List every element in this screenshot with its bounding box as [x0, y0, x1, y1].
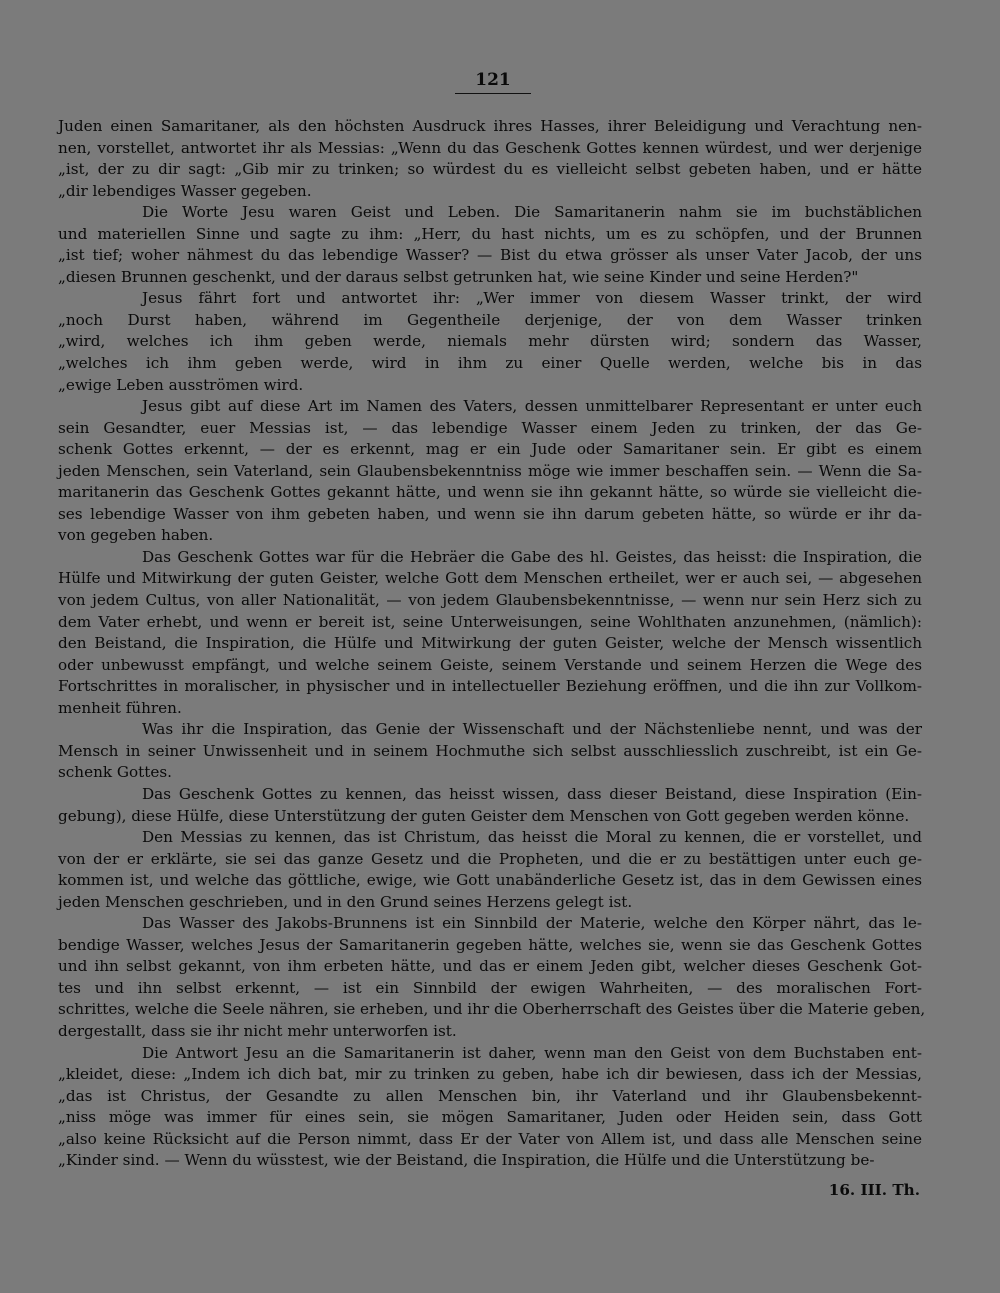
text-line: maritanerin das Geschenk Gottes gekannt hätte, und wenn sie ihn gekannt hätte, so würde sie vielleicht die-: [58, 483, 922, 502]
text-line: und materiellen Sinne und sagte zu ihm: „Herr, du hast nichts, um es zu schöpfen, und der Brunnen: [58, 224, 922, 243]
text-line: „kleidet, diese: „Indem ich dich bat, mir zu trinken zu geben, habe ich dir bewiesen, dass ich der Messias,: [58, 1065, 922, 1084]
paragraph: [58, 913, 926, 1042]
text-line: den Beistand, die Inspiration, die Hülfe und Mitwirkung der guten Geister, welche der Mensch wissentlich: [58, 634, 922, 653]
text-line: „diesen Brunnen geschenkt, und der daraus selbst getrunken hat, wie seine Kinder und seine Herden?": [58, 267, 859, 286]
text-line: sein Gesandter, euer Messias ist, — das lebendige Wasser einem Jeden zu trinken, der das Ge-: [58, 418, 922, 437]
text-line: dem Vater erhebt, und wenn er bereit ist, seine Unterweisungen, seine Wohlthaten anzunehmen, (nämlich):: [58, 612, 922, 631]
text-line: jeden Menschen geschrieben, und in den Grund seines Herzens gelegt ist.: [58, 892, 633, 911]
text-line: Juden einen Samaritaner, als den höchsten Ausdruck ihres Hasses, ihrer Beleidigung und Verachtung nen-: [58, 117, 922, 135]
paragraph: [58, 784, 922, 827]
text-line: Die Worte Jesu waren Geist und Leben. Die Samaritanerin nahm sie im buchstäblichen: [142, 203, 922, 222]
paragraph: [58, 202, 922, 288]
text-line: schenk Gottes.: [58, 763, 172, 782]
text-line: „dir lebendiges Wasser gegeben.: [58, 181, 312, 200]
text-line: gebung), diese Hülfe, diese Unterstützung der guten Geister dem Menschen von Gott gegeben werden könne.: [58, 806, 910, 825]
text-line: oder unbewusst empfängt, und welche seinem Geiste, seinem Verstande und seinem Herzen die Wege des: [58, 655, 922, 674]
text-line: tes und ihn selbst erkennt, — ist ein Sinnbild der ewigen Wahrheiten, — des moralischen Fort-: [58, 978, 922, 997]
text-line: Das Wasser des Jakobs-Brunnens ist ein Sinnbild der Materie, welche den Körper nährt, das le-: [142, 914, 922, 933]
text-line: von gegeben haben.: [58, 526, 214, 545]
text-line: Die Antwort Jesu an die Samaritanerin ist daher, wenn man den Geist von dem Buchstaben ent-: [142, 1043, 922, 1062]
text-line: bendige Wasser, welches Jesus der Samaritanerin gegeben hätte, welches sie, wenn sie das Geschenk Gottes: [58, 935, 922, 954]
text-line: „das ist Christus, der Gesandte zu allen Menschen bin, ihr Vaterland und ihr Glaubensbekennt-: [58, 1086, 922, 1105]
text-line: dergestallt, dass sie ihr nicht mehr unterworfen ist.: [58, 1021, 457, 1040]
text-line: Was ihr die Inspiration, das Genie der Wissenschaft und der Nächstenliebe nennt, und was der: [142, 720, 922, 739]
paragraph: [58, 396, 922, 547]
text-line: „welches ich ihm geben werde, wird in ihm zu einer Quelle werden, welche bis in das: [58, 354, 922, 373]
paragraph: [58, 288, 922, 396]
text-line: Das Geschenk Gottes zu kennen, das heisst wissen, dass dieser Beistand, diese Inspiration (Ein-: [142, 784, 922, 803]
text-line: jeden Menschen, sein Vaterland, sein Glaubensbekenntniss möge wie immer beschaffen sein. — Wenn die Sa-: [58, 461, 922, 480]
text-line: ses lebendige Wasser von ihm gebeten haben, und wenn sie ihn darum gebeten hätte, so würde er ihr da-: [58, 504, 922, 523]
text-line: „ewige Leben ausströmen wird.: [58, 375, 304, 394]
text-line: schenk Gottes erkennt, — der es erkennt, mag er ein Jude oder Samaritaner sein. Er gibt es einem: [58, 440, 922, 459]
text-line: von jedem Cultus, von aller Nationalität, — von jedem Glaubensbekenntnisse, — wenn nur sein Herz sich zu: [58, 591, 922, 610]
text-line: „also keine Rücksicht auf die Person nimmt, dass Er der Vater von Allem ist, und dass alle Menschen seine: [58, 1129, 922, 1148]
text-line: und ihn selbst gekannt, von ihm erbeten hätte, und das er einem Jeden gibt, welcher dieses Geschenk Got-: [58, 957, 922, 976]
text-line: „ist tief; woher nähmest du das lebendige Wasser? — Bist du etwa grösser als unser Vater Jacob, der uns: [58, 246, 922, 265]
body-text: [58, 116, 926, 1172]
text-line: nen, vorstellet, antwortet ihr als Messias: „Wenn du das Geschenk Gottes kennen würdest, und wer derjenige: [58, 138, 922, 157]
text-line: kommen ist, und welche das göttliche, ewige, wie Gott unabänderliche Gesetz ist, das in dem Gewissen eines: [58, 871, 922, 890]
paragraph: [58, 827, 922, 913]
paragraph: [58, 1043, 922, 1172]
text-line: Jesus gibt auf diese Art im Namen des Vaters, dessen unmittelbarer Representant er unter euch: [142, 397, 922, 416]
text-line: „wird, welches ich ihm geben werde, niemals mehr dürsten wird; sondern das Wasser,: [58, 332, 922, 351]
paragraph: [58, 116, 922, 202]
text-line: Fortschrittes in moralischer, in physischer und in intellectueller Beziehung eröffnen, und die ihn zur Vollkom-: [58, 677, 922, 696]
text-line: Den Messias zu kennen, das ist Christum, das heisst die Moral zu kennen, die er vorstellet, und: [142, 828, 922, 847]
text-line: „Kinder sind. — Wenn du wüsstest, wie der Beistand, die Inspiration, die Hülfe und die Unterstützung be-: [58, 1151, 875, 1170]
text-line: schrittes, welche die Seele nähren, sie erheben, und ihr die Oberherrschaft des Geistes über die Materie geben,: [58, 1000, 926, 1019]
paragraph: [58, 547, 922, 719]
text-line: „noch Durst haben, während im Gegentheile derjenige, der von dem Wasser trinken: [58, 310, 922, 329]
text-line: Mensch in seiner Unwissenheit und in seinem Hochmuthe sich selbst ausschliesslich zuschreibt, ist ein Ge-: [58, 741, 922, 760]
text-line: Hülfe und Mitwirkung der guten Geister, welche Gott dem Menschen ertheilet, wer er auch sei, — abgesehen: [58, 569, 922, 588]
text-line: menheit führen.: [58, 698, 182, 717]
text-line: „niss möge was immer für eines sein, sie mögen Samaritaner, Juden oder Heiden sein, dass Gott: [58, 1108, 922, 1127]
text-line: Jesus fährt fort und antwortet ihr: „Wer immer von diesem Wasser trinkt, der wird: [142, 289, 922, 308]
text-line: Das Geschenk Gottes war für die Hebräer die Gabe des hl. Geistes, das heisst: die Inspiration, die: [142, 547, 922, 566]
paragraph: [58, 719, 922, 784]
text-line: von der er erklärte, sie sei das ganze Gesetz und die Propheten, und die er zu bestättigen unter euch ge-: [58, 849, 922, 868]
text-line: „ist, der zu dir sagt: „Gib mir zu trinken; so würdest du es vielleicht selbst gebeten haben, und er hätte: [58, 160, 922, 179]
printer-signature: 16. III. Th.: [828, 1181, 920, 1199]
page-number: 121: [455, 70, 531, 94]
